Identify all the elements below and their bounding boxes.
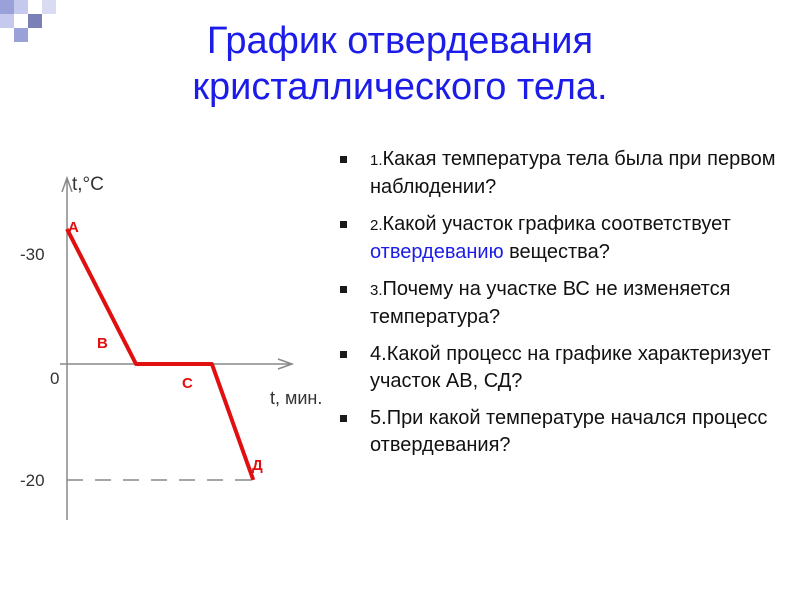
point-label-a: А [68, 219, 79, 236]
title-line-1: График отвердевания [206, 20, 594, 62]
graph-line [67, 229, 253, 480]
point-label-b: В [97, 335, 108, 352]
question-item-1 [340, 146, 790, 201]
y-axis-label: t,°C [72, 174, 104, 195]
question-number: 1. [370, 152, 383, 169]
question-item-4 [340, 341, 790, 395]
bullet-icon [340, 351, 347, 358]
slide-title [110, 18, 690, 110]
question-text-before: Какой участок графика соответствует [382, 213, 731, 235]
solidification-graph [0, 160, 340, 530]
point-label-c: С [182, 375, 193, 392]
tick-label-zero: 0 [50, 369, 60, 388]
bullet-icon [340, 156, 347, 163]
question-text: Какой процесс на графике характеризует участок АВ, СД? [370, 343, 771, 392]
question-item-2 [340, 211, 790, 266]
tick-label-minus-20: -20 [20, 471, 45, 490]
bullet-icon [340, 415, 347, 422]
question-list [340, 146, 790, 469]
bullet-icon [340, 286, 347, 293]
question-highlight: отвердеванию [370, 241, 504, 263]
question-text: Почему на участке ВС не изменяется температура? [370, 278, 731, 328]
question-text-after: вещества? [503, 241, 610, 263]
question-text: Какая температура тела была при первом наблюдении? [370, 148, 776, 198]
question-number: 5. [370, 407, 387, 429]
corner-decoration [0, 0, 70, 50]
point-label-d: Д [252, 457, 263, 474]
tick-label-minus-30: -30 [20, 245, 45, 264]
title-line-2: кристаллического тела. [192, 66, 608, 108]
question-item-3 [340, 276, 790, 331]
question-item-5 [340, 405, 790, 459]
question-text: При какой температуре начался процесс отвердевания? [370, 407, 768, 456]
question-number: 2. [370, 217, 383, 234]
bullet-icon [340, 221, 347, 228]
question-number: 3. [370, 282, 383, 299]
question-number: 4. [370, 343, 387, 365]
x-axis-label: t, мин. [270, 388, 323, 408]
